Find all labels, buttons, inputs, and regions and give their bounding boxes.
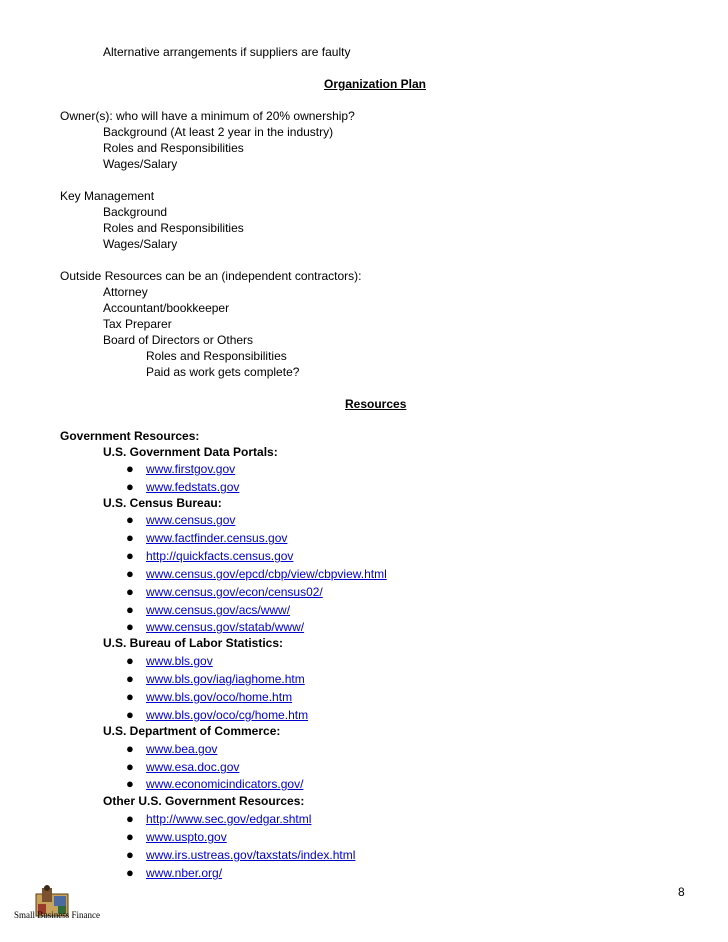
bullet-icon: ● (126, 653, 134, 668)
resource-link[interactable]: www.esa.doc.gov (146, 760, 240, 774)
resource-link[interactable]: http://quickfacts.census.gov (146, 549, 294, 563)
bullet-icon: ● (126, 776, 134, 791)
key-management-item: Wages/Salary (103, 237, 178, 251)
resources-heading: Resources (345, 397, 407, 411)
group-title-census-bureau: U.S. Census Bureau: (103, 496, 222, 510)
resource-link[interactable]: www.uspto.gov (146, 830, 227, 844)
resource-link[interactable]: www.factfinder.census.gov (146, 531, 288, 545)
organization-plan-heading: Organization Plan (324, 77, 427, 91)
resource-link[interactable]: http://www.sec.gov/edgar.shtml (146, 812, 312, 826)
resource-link[interactable]: www.bls.gov/oco/cg/home.htm (146, 708, 309, 722)
top-line: Alternative arrangements if suppliers are faulty (103, 45, 351, 59)
resource-link[interactable]: www.census.gov/statab/www/ (146, 620, 305, 634)
resource-link[interactable]: www.census.gov/epcd/cbp/view/cbpview.html (146, 567, 387, 581)
bullet-icon: ● (126, 584, 134, 599)
resource-link[interactable]: www.bls.gov/iag/iaghome.htm (146, 672, 305, 686)
page-number: 8 (678, 885, 685, 899)
bullet-icon: ● (126, 689, 134, 704)
resource-link[interactable]: www.census.gov (146, 513, 236, 527)
resource-link[interactable]: www.fedstats.gov (146, 480, 240, 494)
outside-item: Board of Directors or Others (103, 333, 254, 347)
group-title-other-government: Other U.S. Government Resources: (103, 794, 305, 808)
bullet-icon: ● (126, 671, 134, 686)
bullet-icon: ● (126, 461, 134, 476)
resource-link[interactable]: www.census.gov/econ/census02/ (146, 585, 323, 599)
bullet-icon: ● (126, 811, 134, 826)
group-title-labor-statistics: U.S. Bureau of Labor Statistics: (103, 636, 284, 650)
owners-item: Background (At least 2 year in the industry) (103, 125, 334, 139)
key-management-item: Background (103, 205, 168, 219)
outside-item: Accountant/bookkeeper (103, 301, 230, 315)
bullet-icon: ● (126, 479, 134, 494)
outside-item: Attorney (103, 285, 148, 299)
resource-link[interactable]: www.bls.gov (146, 654, 213, 668)
logo-text: Small Business Finance (14, 910, 100, 920)
bullet-icon: ● (126, 741, 134, 756)
bullet-icon: ● (126, 602, 134, 617)
resource-link[interactable]: www.bls.gov/oco/home.htm (146, 690, 293, 704)
owners-line: Owner(s): who will have a minimum of 20% ownership? (60, 109, 355, 123)
outside-resources-line: Outside Resources can be an (independent contractors): (60, 269, 362, 283)
bullet-icon: ● (126, 566, 134, 581)
bullet-icon: ● (126, 829, 134, 844)
bullet-icon: ● (126, 512, 134, 527)
bullet-icon: ● (126, 707, 134, 722)
bullet-icon: ● (126, 759, 134, 774)
resource-link[interactable]: www.nber.org/ (146, 866, 223, 880)
group-title-data-portals: U.S. Government Data Portals: (103, 445, 278, 459)
key-management-line: Key Management (60, 189, 155, 203)
resource-link[interactable]: www.firstgov.gov (146, 462, 236, 476)
bullet-icon: ● (126, 530, 134, 545)
bullet-icon: ● (126, 847, 134, 862)
resource-link[interactable]: www.bea.gov (146, 742, 218, 756)
resource-link[interactable]: www.economicindicators.gov/ (146, 777, 304, 791)
bullet-icon: ● (126, 865, 134, 880)
resource-link[interactable]: www.census.gov/acs/www/ (146, 603, 291, 617)
bullet-icon: ● (126, 548, 134, 563)
outside-item: Tax Preparer (103, 317, 172, 331)
bullet-icon: ● (126, 619, 134, 634)
owners-item: Wages/Salary (103, 157, 178, 171)
group-title-commerce: U.S. Department of Commerce: (103, 724, 281, 738)
government-resources-heading: Government Resources: (60, 429, 200, 443)
owners-item: Roles and Responsibilities (103, 141, 244, 155)
board-item: Roles and Responsibilities (146, 349, 287, 363)
board-item: Paid as work gets complete? (146, 365, 300, 379)
key-management-item: Roles and Responsibilities (103, 221, 244, 235)
resource-link[interactable]: www.irs.ustreas.gov/taxstats/index.html (146, 848, 356, 862)
